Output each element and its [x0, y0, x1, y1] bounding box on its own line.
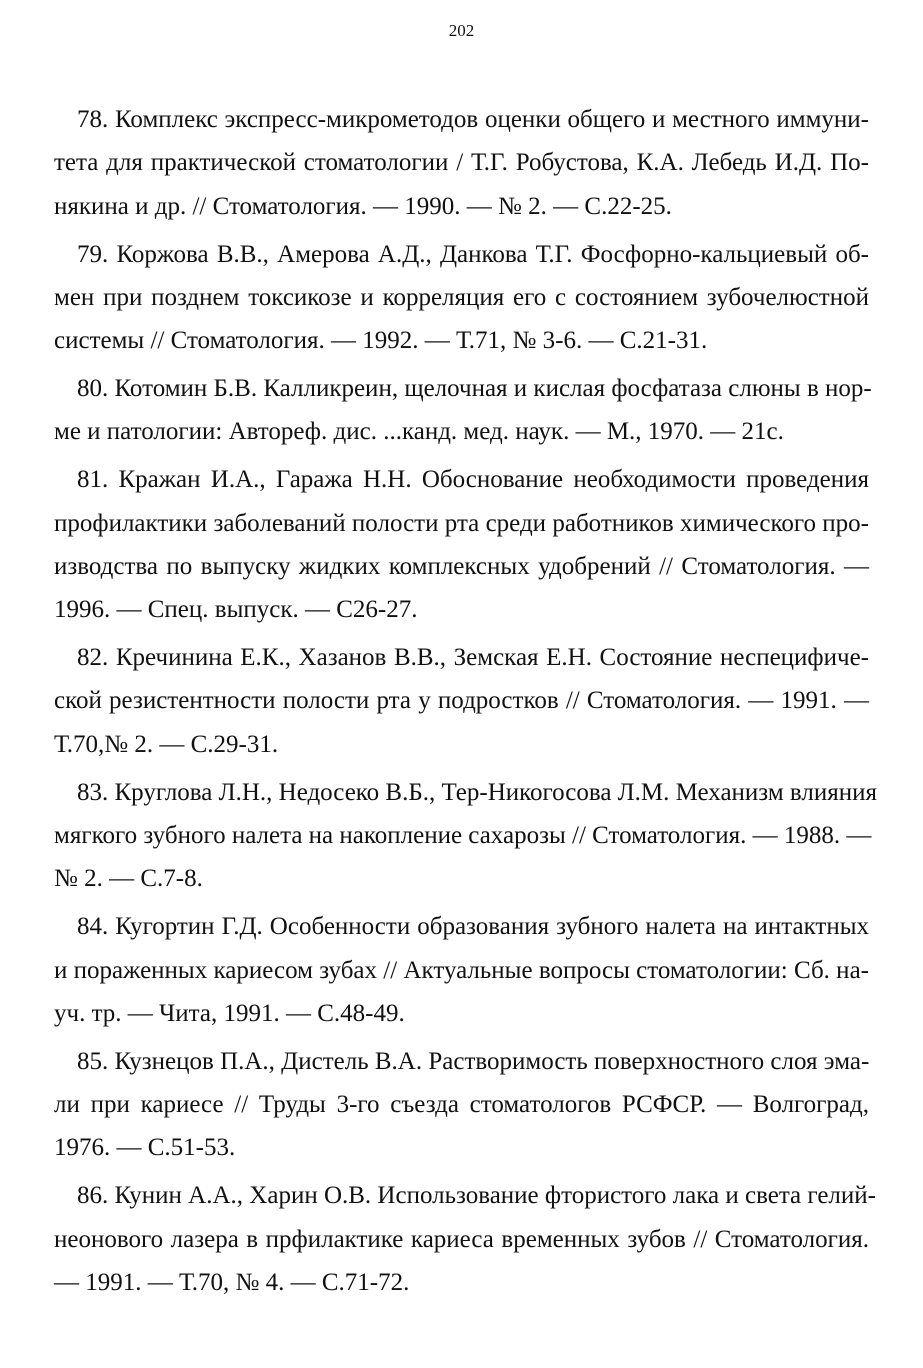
- reference-entry: [54, 367, 872, 454]
- reference-line: [54, 233, 869, 276]
- reference-number: 80.: [77, 375, 109, 403]
- reference-line: [54, 949, 869, 992]
- reference-text: неонового лазера в прфилактике кариеса временных зубов // Стоматология.: [54, 1225, 869, 1253]
- reference-entry: [54, 1174, 876, 1304]
- reference-entry: [54, 636, 869, 766]
- reference-text: 1996. — Спец. выпуск. — С26-27.: [54, 596, 418, 624]
- reference-line: [54, 905, 869, 948]
- reference-number: 79.: [77, 240, 109, 268]
- reference-text: и пораженных кариесом зубах // Актуальные вопросы стоматологии: Сб. на-: [54, 956, 869, 984]
- reference-line: [54, 1083, 869, 1126]
- reference-line: [54, 1174, 876, 1217]
- reference-entry: [54, 905, 869, 1035]
- reference-number: 82.: [77, 644, 109, 672]
- reference-number: 86.: [77, 1182, 109, 1210]
- reference-text: мен при позднем токсикозе и корреляция его с состоянием зубочелюстной: [54, 283, 869, 311]
- reference-line: [54, 276, 869, 319]
- reference-text: Кречинина Е.К., Хазанов В.В., Земская Е.Н. Состояние неспецифиче-: [115, 644, 869, 672]
- reference-line: [54, 98, 869, 141]
- reference-entry: [54, 98, 869, 228]
- reference-text: профилактики заболеваний полости рта среди работников химического про-: [54, 509, 869, 537]
- reference-number: 78.: [77, 106, 109, 133]
- reference-text: изводства по выпуску жидких комплексных удобрений // Стоматология. —: [54, 552, 869, 580]
- reference-line: [54, 141, 869, 184]
- reference-line: [54, 679, 869, 722]
- reference-line: [54, 1218, 869, 1261]
- reference-text: ской резистентности полости рта у подростков // Стоматология. — 1991. —: [54, 687, 869, 715]
- reference-line: [54, 458, 869, 501]
- reference-text: № 2. — С.7-8.: [54, 865, 203, 893]
- reference-list: [54, 98, 877, 1309]
- reference-line: [54, 771, 877, 814]
- reference-line: [54, 502, 869, 545]
- reference-line: [54, 636, 869, 679]
- reference-line: [54, 410, 869, 453]
- reference-text: ли при кариесе // Труды 3-го съезда стоматологов РСФСР. — Волгоград,: [54, 1091, 869, 1119]
- reference-line: [54, 319, 869, 362]
- reference-line: [54, 545, 869, 588]
- reference-line: [54, 723, 869, 766]
- reference-text: Т.70,№ 2. — С.29-31.: [54, 730, 279, 758]
- reference-text: 1976. — С.51-53.: [54, 1134, 236, 1162]
- reference-number: 81.: [77, 466, 109, 494]
- reference-number: 84.: [77, 913, 109, 941]
- reference-text: някина и др. // Стоматология. — 1990. — № 2. — С.22-25.: [54, 192, 672, 220]
- reference-entry: [54, 458, 869, 632]
- reference-text: Кугортин Г.Д. Особенности образования зубного налета на интактных: [115, 913, 870, 941]
- reference-line: [54, 857, 869, 900]
- reference-text: Котомин Б.В. Калликреин, щелочная и кислая фосфатаза слюны в нор-: [114, 375, 872, 403]
- reference-line: [54, 1126, 869, 1169]
- reference-text: Круглова Л.Н., Недосеко В.Б., Тер-Никогосова Л.М. Механизм влияния: [114, 778, 877, 806]
- reference-line: [54, 814, 872, 857]
- reference-text: уч. тр. — Чита, 1991. — С.48-49.: [54, 999, 405, 1027]
- reference-text: системы // Стоматология. — 1992. — Т.71, № 3-6. — С.21-31.: [54, 327, 708, 355]
- reference-text: — 1991. — Т.70, № 4. — С.71-72.: [54, 1268, 410, 1296]
- reference-entry: [54, 771, 877, 901]
- reference-line: [54, 1040, 869, 1083]
- reference-line: [54, 992, 869, 1035]
- reference-line: [54, 367, 872, 410]
- reference-entry: [54, 1040, 869, 1170]
- reference-line: [54, 185, 869, 228]
- reference-text: Кузнецов П.А., Дистель В.А. Растворимость поверхностного слоя эма-: [114, 1047, 870, 1075]
- reference-text: Комплекс экспресс-микрометодов оценки общего и местного иммуни-: [114, 106, 870, 133]
- page-number: 202: [448, 21, 475, 40]
- reference-line: [54, 1261, 869, 1304]
- reference-text: Коржова В.В., Амерова А.Д., Данкова Т.Г. Фосфорно-кальциевый об-: [116, 240, 870, 268]
- reference-line: [54, 588, 869, 631]
- reference-entry: [54, 233, 869, 363]
- reference-text: тета для практической стоматологии / Т.Г. Робустова, К.А. Лебедь И.Д. По-: [54, 149, 869, 177]
- reference-text: мягкого зубного налета на накопление сахарозы // Стоматология. — 1988. —: [54, 821, 872, 849]
- reference-text: Кунин А.А., Харин О.В. Использование фтористого лака и света гелий-: [114, 1182, 876, 1210]
- reference-number: 83.: [77, 778, 109, 806]
- reference-text: ме и патологии: Автореф. дис. ...канд. мед. наук. — М., 1970. — 21с.: [54, 418, 784, 446]
- reference-text: Кражан И.А., Гаража Н.Н. Обоснование необходимости проведения: [118, 466, 870, 494]
- reference-number: 85.: [77, 1047, 109, 1075]
